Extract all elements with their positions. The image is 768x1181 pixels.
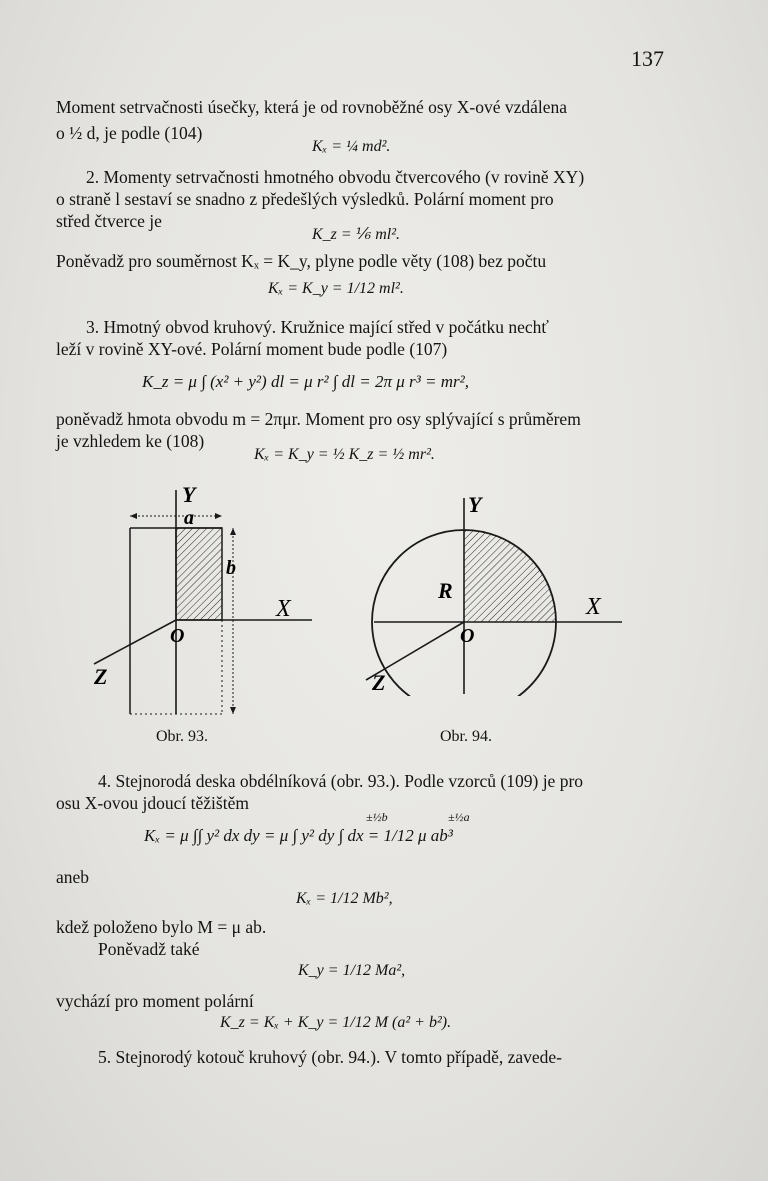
text-line-7: 3. Hmotný obvod kruhový. Kružnice mající střed v počátku nechť — [86, 317, 549, 337]
fig94-label-o: O — [460, 625, 475, 647]
text-line-5: střed čtverce je — [56, 211, 162, 231]
figure-94 — [364, 484, 628, 696]
z-axis — [94, 620, 176, 664]
text-line-16: vychází pro moment polární — [56, 991, 254, 1011]
fig93-caption: Obr. 93. — [156, 728, 208, 745]
equation-4: K_z = μ ∫ (x² + y²) dl = μ r² ∫ dl = 2π μ r³ = mr², — [142, 372, 469, 391]
text-line-15: Poněvadž také — [98, 939, 200, 959]
text-line-6: Poněvadž pro souměrnost Kₓ = K_y, plyne podle věty (108) bez počtu — [56, 251, 547, 271]
fig93-label-y: Y — [182, 482, 196, 507]
fig94-label-z: Z — [372, 670, 386, 695]
fig93-label-z: Z — [94, 664, 108, 689]
text-line-3: 2. Momenty setrvačnosti hmotného obvodu čtvercového (v rovině XY) — [86, 167, 585, 187]
hatched-sector — [464, 530, 556, 622]
page-number: 137 — [631, 46, 664, 71]
equation-9: K_z = Kₓ + K_y = 1/12 M (a² + b²). — [220, 1014, 452, 1031]
fig93-label-a: a — [184, 507, 194, 529]
text-line-14: kdež položeno bylo M = μ ab. — [56, 917, 267, 937]
equation-8: K_y = 1/12 Ma², — [298, 962, 406, 979]
text-line-2: o ½ d, je podle (104) — [56, 123, 203, 143]
hatched-quadrant — [176, 528, 222, 620]
equation-1: Kₓ = ¼ md². — [312, 138, 391, 155]
text-line-9: poněvadž hmota obvodu m = 2πμr. Moment pro osy splývající s průměrem — [56, 409, 581, 429]
figure-93 — [80, 478, 320, 726]
text-line-13: aneb — [56, 867, 90, 887]
fig94-caption: Obr. 94. — [440, 728, 492, 745]
text-line-17: 5. Stejnorodý kotouč kruhový (obr. 94.). V tomto případě, zavede- — [98, 1047, 562, 1067]
text-line-11: 4. Stejnorodá deska obdélníková (obr. 93.). Podle vzorců (109) je pro — [98, 771, 584, 791]
fig94-label-r: R — [438, 578, 453, 603]
text-line-10: je vzhledem ke (108) — [56, 431, 205, 451]
text-line-12: osu X-ovou jdoucí těžištěm — [56, 793, 249, 813]
equation-3: Kₓ = K_y = 1/12 ml². — [268, 280, 404, 297]
equation-6-limit-b: ±½b — [366, 810, 388, 824]
equation-6-limit-a: ±½a — [448, 810, 470, 824]
equation-7: Kₓ = 1/12 Mb², — [296, 890, 393, 907]
fig93-label-x: X — [276, 596, 291, 622]
text-line-1: Moment setrvačnosti úsečky, která je od rovnoběžné osy X-ové vzdálena — [56, 97, 568, 117]
fig94-label-y: Y — [468, 492, 482, 517]
text-line-8: leží v rovině XY-ové. Polární moment bude podle (107) — [56, 339, 448, 359]
fig93-label-o: O — [170, 625, 185, 647]
fig93-label-b: b — [226, 557, 236, 579]
equation-2: K_z = ⅙ ml². — [312, 226, 400, 243]
equation-6: Kₓ = μ ∫∫ y² dx dy = μ ∫ y² dy ∫ dx = 1/12 μ ab³ — [144, 826, 453, 845]
fig94-label-x: X — [586, 594, 601, 620]
equation-5: Kₓ = K_y = ½ K_z = ½ mr². — [254, 446, 435, 463]
text-line-4: o straně l sestaví se snadno z předešlých výsledků. Polární moment pro — [56, 189, 554, 209]
